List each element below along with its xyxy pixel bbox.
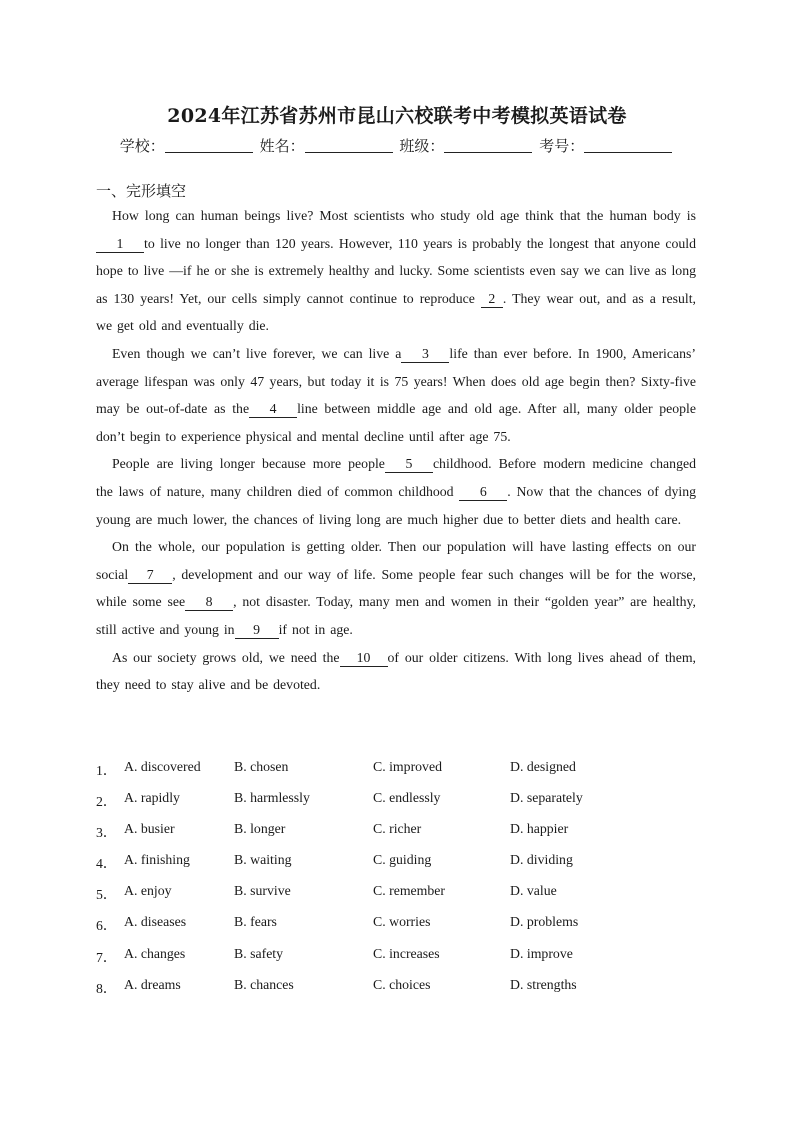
text: line between middle age and old age. After all, many older people don’t begin to experience physical and mental decline until after age 75.: [96, 401, 696, 444]
question-row: [96, 914, 716, 945]
option-c[interactable]: C. worries: [373, 914, 431, 930]
blank-3: 3: [401, 346, 449, 363]
option-b[interactable]: B. chosen: [234, 759, 289, 774]
option-c[interactable]: C. remember: [373, 883, 446, 899]
paragraph-4: [96, 533, 696, 643]
option-d[interactable]: D. designed: [510, 759, 576, 774]
option-b[interactable]: B. harmlessly: [234, 790, 310, 806]
blank-2: 2: [481, 291, 503, 308]
blank-5: 5: [385, 456, 433, 473]
option-a[interactable]: A. discovered: [124, 759, 201, 774]
option-a[interactable]: A. diseases: [124, 914, 187, 930]
text: if not in age.: [278, 621, 353, 637]
class-label: 班级：: [399, 137, 445, 155]
option-b[interactable]: B. safety: [234, 945, 284, 961]
option-b[interactable]: B. survive: [234, 883, 291, 899]
question-row: [96, 821, 716, 852]
option-d[interactable]: D. separately: [510, 790, 583, 806]
option-d[interactable]: D. strengths: [510, 976, 577, 992]
text: , not disaster. Today, many men and women in their “golden year” are healthy, still active and young in: [96, 594, 696, 637]
option-c[interactable]: C. increases: [373, 945, 440, 961]
text: life than ever before. In 1900, Americans’ average lifespan was only 47 years, but today it is 75 years! When does old age begin then? Sixty-five may be out-of-date as the: [96, 345, 696, 417]
option-d[interactable]: D. happier: [510, 821, 569, 837]
question-row: [96, 759, 716, 790]
option-d[interactable]: D. problems: [510, 914, 579, 930]
student-info-line: [0, 135, 794, 156]
text: to live no longer than 120 years. However, 110 years is probably the longest that anyone could hope to live —if he or she is extremely healthy and lucky. Some scientists even say we can live as long as 130 years! Yet, our cells simply cannot continue to reproduce: [96, 235, 696, 306]
question-row: [96, 883, 716, 914]
text: of our older citizens. With long lives ahead of them, they need to stay alive and be devoted.: [96, 649, 696, 693]
question-row: [96, 790, 716, 821]
option-b[interactable]: B. longer: [234, 821, 286, 837]
blank-10: 10: [340, 650, 388, 667]
question-number: 3．: [96, 825, 117, 841]
question-number: 2．: [96, 794, 117, 810]
text: On the whole, our population is getting older. Then our population will have lasting effects on our social: [96, 539, 696, 582]
option-c[interactable]: C. guiding: [373, 852, 432, 868]
question-row: [96, 977, 716, 1008]
id-label: 考号：: [539, 137, 585, 155]
page-title: 2024年江苏省苏州市昆山六校联考中考模拟英语试卷: [167, 105, 627, 127]
blank-9: 9: [235, 622, 279, 639]
question-number: 7．: [96, 949, 117, 965]
option-a[interactable]: A. finishing: [124, 852, 190, 868]
question-number: 5．: [96, 887, 117, 903]
section-heading: 一、完形填空: [96, 182, 187, 200]
class-blank[interactable]: [444, 138, 532, 153]
blank-8: 8: [185, 594, 233, 611]
option-a[interactable]: A. changes: [124, 945, 186, 961]
option-a[interactable]: A. busier: [124, 821, 175, 837]
answer-options: [96, 759, 716, 1008]
school-label: 学校：: [119, 137, 165, 155]
option-c[interactable]: C. endlessly: [373, 790, 441, 806]
text: As our society grows old, we need the: [112, 649, 340, 665]
text: People are living longer because more people: [112, 456, 385, 472]
blank-7: 7: [128, 567, 172, 584]
blank-4: 4: [249, 401, 297, 418]
question-number: 6．: [96, 918, 117, 934]
text: . Now that the chances of dying young are much lower, the chances of living long are much higher due to better diets and health care.: [96, 483, 696, 527]
paragraph-2: [96, 340, 696, 450]
paragraph-5: [96, 644, 696, 699]
question-row: [96, 852, 716, 883]
paragraph-3: [96, 450, 696, 533]
id-blank[interactable]: [584, 138, 672, 153]
question-row: [96, 946, 716, 977]
name-label: 姓名：: [259, 137, 305, 155]
text: . They wear out, and as a result, we get old and eventually die.: [96, 290, 696, 334]
blank-1: 1: [96, 236, 144, 253]
option-d[interactable]: D. improve: [510, 945, 573, 961]
cloze-passage: [96, 202, 696, 699]
option-a[interactable]: A. rapidly: [124, 790, 180, 806]
option-a[interactable]: A. dreams: [124, 976, 181, 992]
school-blank[interactable]: [165, 138, 253, 153]
text: childhood. Before modern medicine changed the laws of nature, many children died of common childhood: [96, 456, 696, 499]
text: How long can human beings live? Most scientists who study old age think that the human body is: [112, 208, 696, 223]
option-c[interactable]: C. improved: [373, 759, 442, 774]
option-d[interactable]: D. dividing: [510, 852, 573, 868]
option-d[interactable]: D. value: [510, 883, 557, 899]
blank-6: 6: [459, 484, 507, 501]
option-a[interactable]: A. enjoy: [124, 883, 172, 899]
name-blank[interactable]: [305, 138, 393, 153]
question-number: 4．: [96, 856, 117, 872]
option-c[interactable]: C. choices: [373, 976, 431, 992]
option-b[interactable]: B. fears: [234, 914, 277, 930]
option-c[interactable]: C. richer: [373, 821, 422, 837]
text: Even though we can’t live forever, we can live a: [112, 345, 402, 361]
text: , development and our way of life. Some people fear such changes will be for the worse, while some see: [96, 566, 696, 610]
option-b[interactable]: B. chances: [234, 976, 294, 992]
question-number: 1．: [96, 763, 117, 778]
paragraph-1: [96, 202, 696, 340]
question-number: 8．: [96, 980, 117, 996]
option-b[interactable]: B. waiting: [234, 852, 292, 868]
